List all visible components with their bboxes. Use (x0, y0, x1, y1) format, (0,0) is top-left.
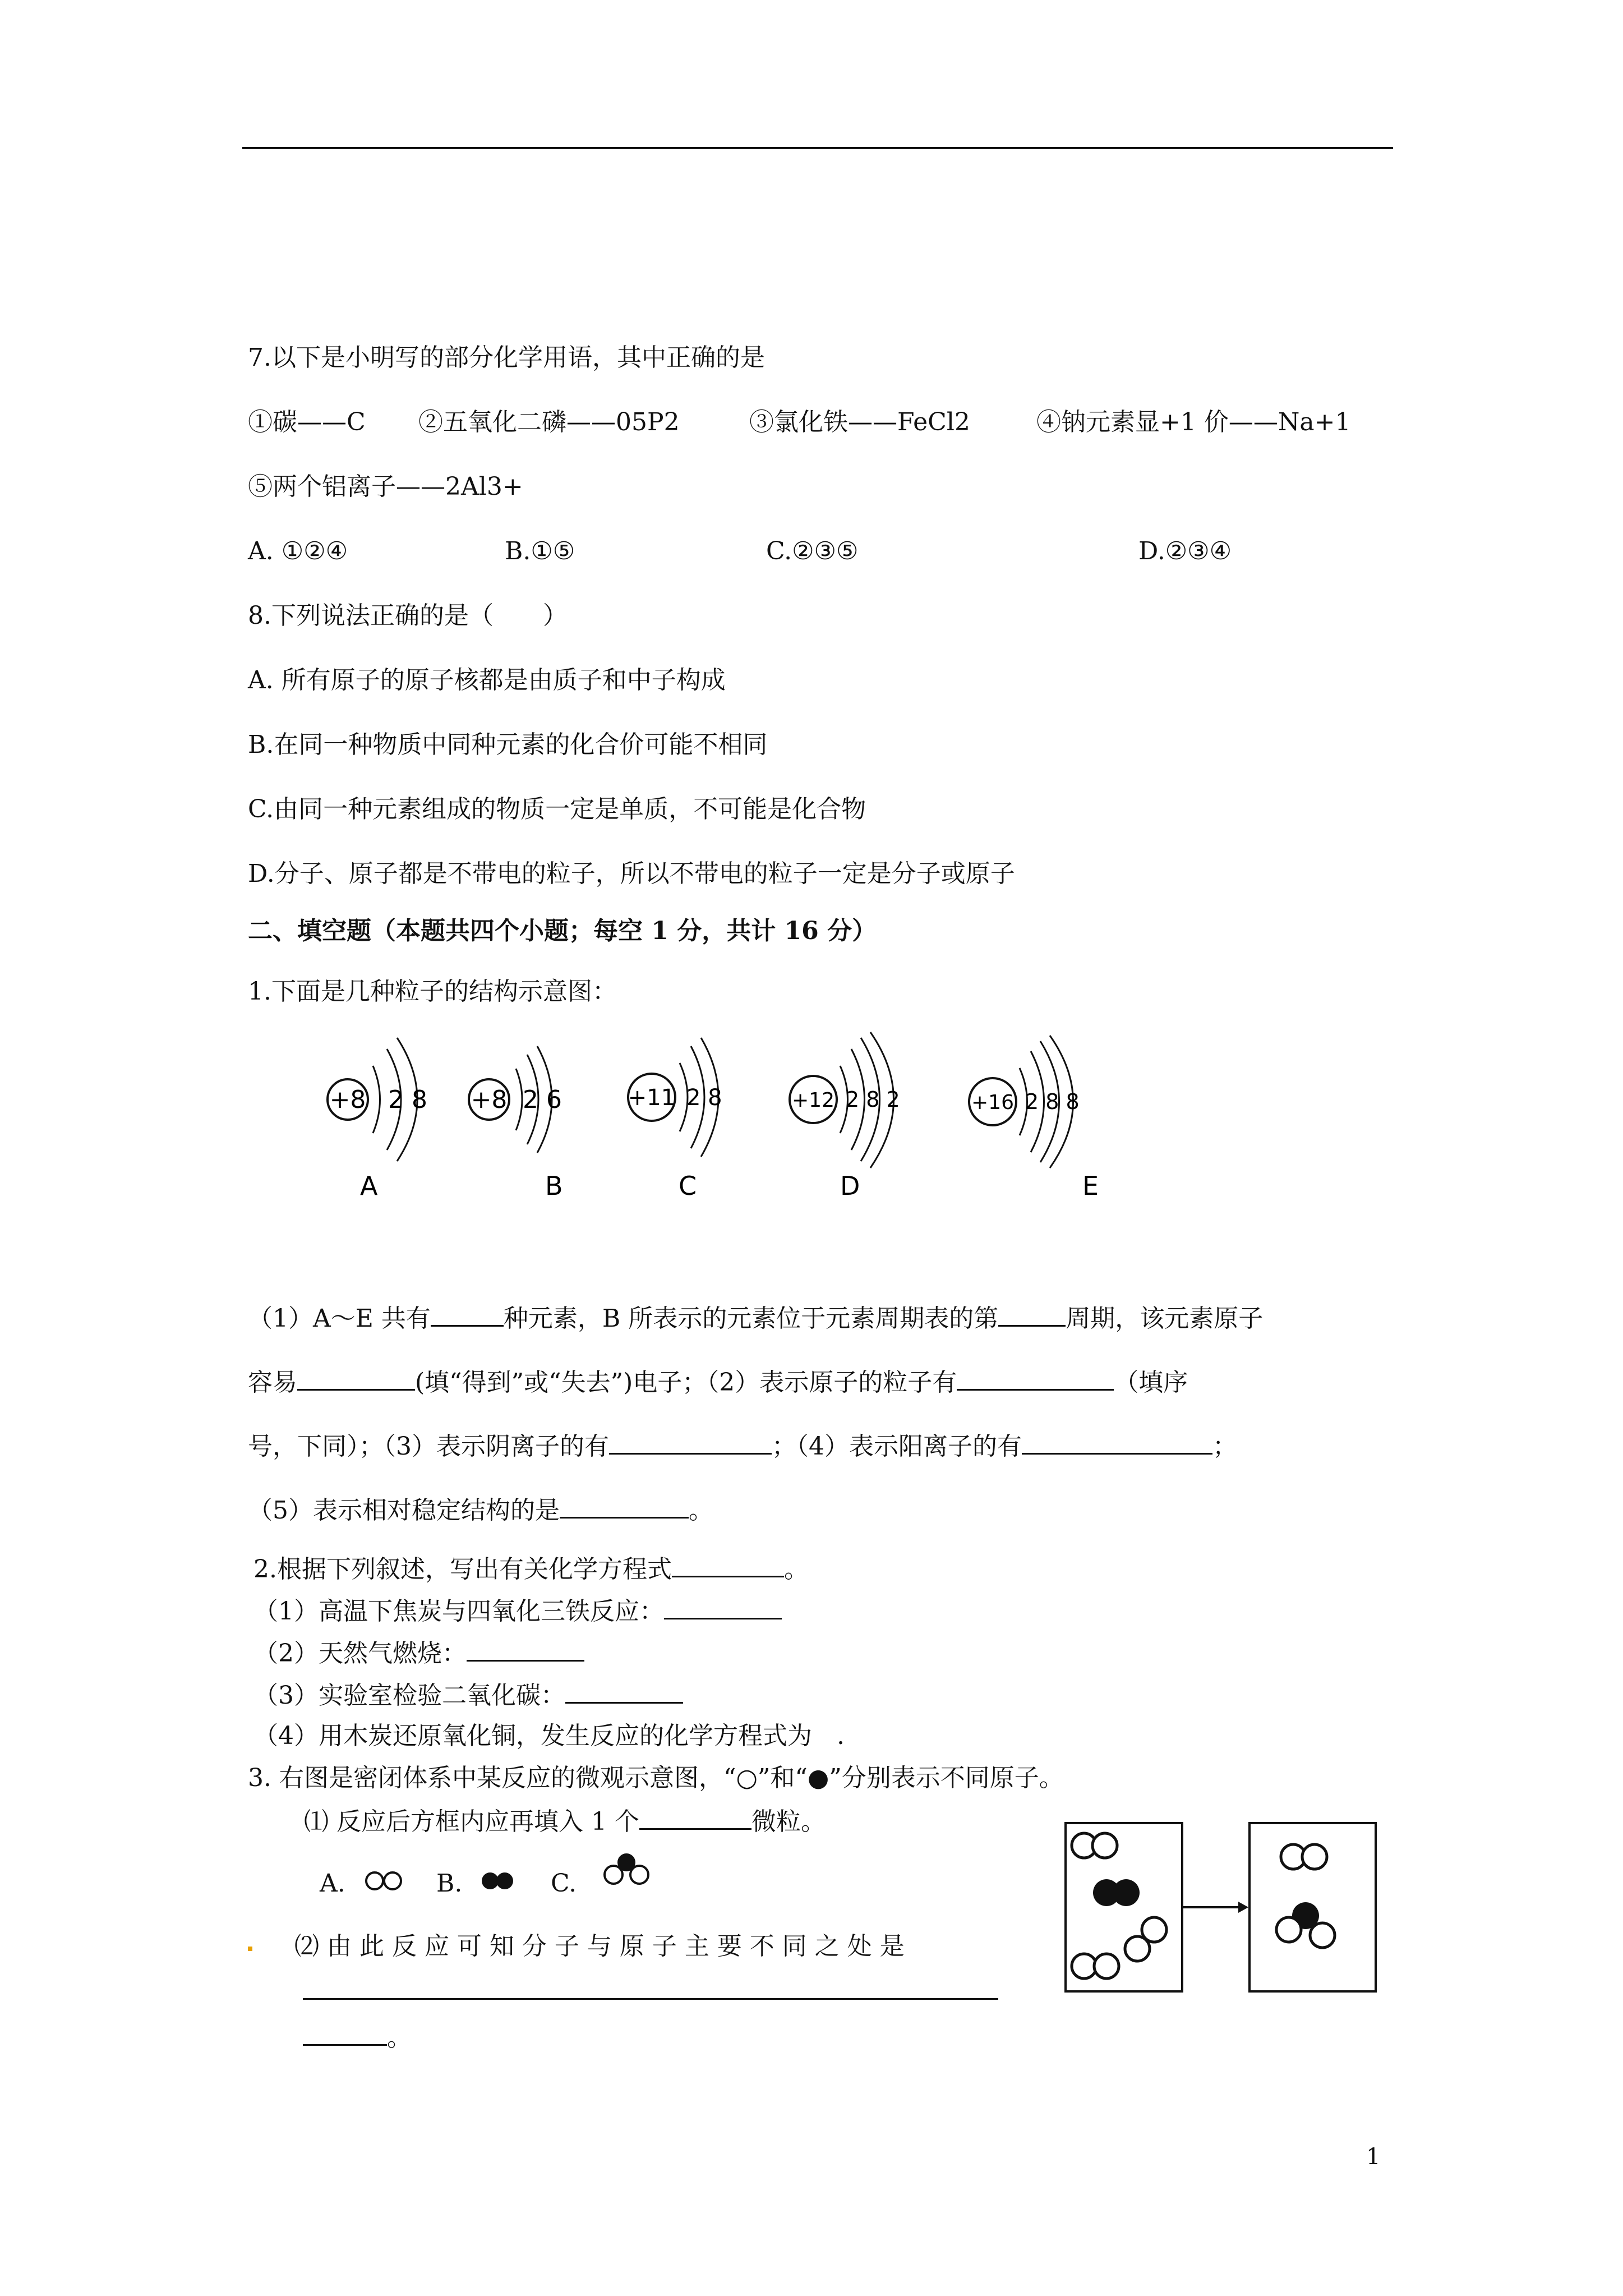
fq2-stem-blank[interactable] (672, 1551, 784, 1577)
particle-c-nucleus: +11 (628, 1085, 676, 1111)
particle-d-shells: 2 8 2 (846, 1087, 900, 1112)
section-title: 二、填空题（本题共四个小题；每空 1 分，共计 16 分） (248, 917, 877, 945)
fq1-blank-stable[interactable] (560, 1492, 689, 1519)
q8-option-b: B.在同一种物质中同种元素的化合价可能不相同 (248, 730, 768, 759)
q7-item-2: ②五氧化二磷——05P2 (418, 408, 680, 436)
particle-d (790, 1032, 900, 1168)
fq1-blank-gain-lose[interactable] (297, 1364, 415, 1391)
fq3-s1-text-a: ⑴ 反应后方框内应再填入 1 个 (304, 1807, 639, 1836)
particle-a-label: A (360, 1171, 378, 1201)
fq3-option-b: B. (436, 1869, 463, 1898)
particle-c-shells: 2 8 (686, 1085, 722, 1111)
q7-option-b: B.①⑤ (505, 537, 575, 565)
particle-e-label: E (1082, 1171, 1099, 1201)
q8-option-d: D.分子、原子都是不带电的粒子，所以不带电的粒子一定是分子或原子 (248, 859, 1015, 888)
fq1-blank-cations[interactable] (1022, 1428, 1212, 1455)
molecule-two-black-icon (478, 1867, 523, 1895)
q7-stem: 7.以下是小明写的部分化学用语，其中正确的是 (248, 343, 765, 372)
fq3-s1-text-b: 微粒。 (751, 1807, 826, 1836)
q7-item-1: ①碳——C (248, 408, 366, 436)
q8-option-c: C.由同一种元素组成的物质一定是单质，不可能是化合物 (248, 795, 866, 823)
particle-b (469, 1046, 562, 1153)
fq2-s2-blank[interactable] (467, 1635, 584, 1662)
fq3-s2-end: 。 (387, 2023, 412, 2052)
fq3-s1-blank[interactable] (639, 1803, 751, 1830)
fq2-s2-text: （2）天然气燃烧： (253, 1639, 467, 1668)
fq1-line-3-text-a: 号，下同）；（3）表示阴离子的有 (248, 1432, 609, 1461)
particle-a (328, 1038, 427, 1161)
fq1-line-1 (248, 1300, 1263, 1336)
fq2-s2 (253, 1635, 584, 1671)
particle-e-nucleus: +16 (971, 1091, 1014, 1114)
fq1-line-3 (248, 1428, 1237, 1464)
fq3-s1 (304, 1803, 826, 1839)
fq1-line-4-text-b: 。 (689, 1496, 713, 1525)
fq3-stem: 3. 右图是密闭体系中某反应的微观示意图，“○”和“●”分别表示不同原子。 (248, 1764, 1064, 1792)
particle-c (628, 1038, 722, 1157)
q8-option-a: A. 所有原子的原子核都是由质子和中子构成 (248, 666, 726, 694)
fq3-s2: ⑵ 由 此 反 应 可 知 分 子 与 原 子 主 要 不 同 之 处 是 (294, 1932, 905, 1961)
particle-a-shells: 2 8 (388, 1085, 427, 1114)
q7-option-d: D.②③④ (1138, 537, 1232, 565)
fq1-line-3-text-b: ；（4）表示阳离子的有 (772, 1432, 1022, 1461)
fq2-stem-text: 2.根据下列叙述，写出有关化学方程式 (253, 1555, 672, 1584)
fq2-s1 (253, 1593, 782, 1628)
particle-b-label: B (545, 1171, 563, 1201)
fq1-blank-element-count[interactable] (431, 1300, 504, 1327)
reaction-micro-diagram (1059, 1818, 1384, 2003)
q8-stem: 8.下列说法正确的是（ ） (248, 601, 568, 630)
fq3-s2-blank-tail[interactable] (303, 2019, 387, 2046)
fq2-s3 (253, 1677, 683, 1713)
fq2-stem (253, 1551, 809, 1586)
particle-d-label: D (840, 1171, 860, 1201)
fq1-line-1-text-a: （1）A～E 共有 (248, 1304, 431, 1333)
q7-item-3: ③氯化铁——FeCl2 (749, 408, 970, 436)
particle-a-nucleus: +8 (329, 1085, 366, 1114)
fq1-blank-period[interactable] (998, 1300, 1066, 1327)
fq1-line-2-text-b: (填“得到”或“失去”)电子；（2）表示原子的粒子有 (415, 1368, 957, 1397)
molecule-black-two-white-icon (596, 1849, 657, 1894)
fq1-line-3-text-c: ； (1212, 1432, 1237, 1461)
fq2-s1-text: （1）高温下焦炭与四氧化三铁反应： (253, 1597, 664, 1626)
molecule-two-white-icon (363, 1867, 408, 1895)
q7-item-4: ④钠元素显+1 价——Na+1 (1036, 408, 1351, 436)
fq1-blank-anions[interactable] (609, 1428, 772, 1455)
particle-b-shells: 2 6 (523, 1085, 562, 1114)
fq3-s2-answer-line[interactable] (303, 1998, 998, 2000)
header-rule (242, 147, 1393, 149)
atomic-structure-diagrams (303, 1021, 1166, 1212)
fq1-line-1-text-b: 种元素，B 所表示的元素位于元素周期表的第 (503, 1304, 999, 1333)
fq1-blank-atoms[interactable] (957, 1364, 1114, 1391)
fq1-line-2-text-a: 容易 (248, 1368, 297, 1397)
fq3-s2-tail (303, 2019, 412, 2055)
fq2-s4: （4）用木炭还原氧化铜，发生反应的化学方程式为 . (253, 1722, 845, 1750)
particle-b-nucleus: +8 (471, 1085, 508, 1114)
fq3-option-a: A. (320, 1869, 345, 1898)
fq1-line-4 (248, 1492, 713, 1527)
page-number: 1 (1366, 2144, 1381, 2170)
orange-dot-mark (248, 1947, 252, 1951)
fq1-stem: 1.下面是几种粒子的结构示意图： (248, 977, 617, 1006)
particle-e (969, 1036, 1080, 1168)
fq1-line-4-text-a: （5）表示相对稳定结构的是 (248, 1496, 560, 1525)
fq1-line-1-text-c: 周期，该元素原子 (1066, 1304, 1264, 1333)
fq2-s3-blank[interactable] (565, 1677, 683, 1704)
q7-option-a: A. ①②④ (248, 537, 348, 565)
fq2-s3-text: （3）实验室检验二氧化碳： (253, 1681, 565, 1710)
fq1-line-2 (248, 1364, 1188, 1400)
particle-c-label: C (679, 1171, 697, 1201)
fq2-stem-end: 。 (783, 1555, 809, 1584)
fq2-s1-blank[interactable] (664, 1593, 782, 1619)
q7-item-5: ⑤两个铝离子——2Al3+ (248, 472, 523, 501)
q7-option-c: C.②③⑤ (766, 537, 859, 565)
particle-e-shells: 2 8 8 (1025, 1089, 1080, 1114)
fq1-line-2-text-c: （填序 (1114, 1368, 1188, 1397)
fq3-option-c: C. (551, 1869, 577, 1898)
particle-d-nucleus: +12 (792, 1089, 834, 1112)
